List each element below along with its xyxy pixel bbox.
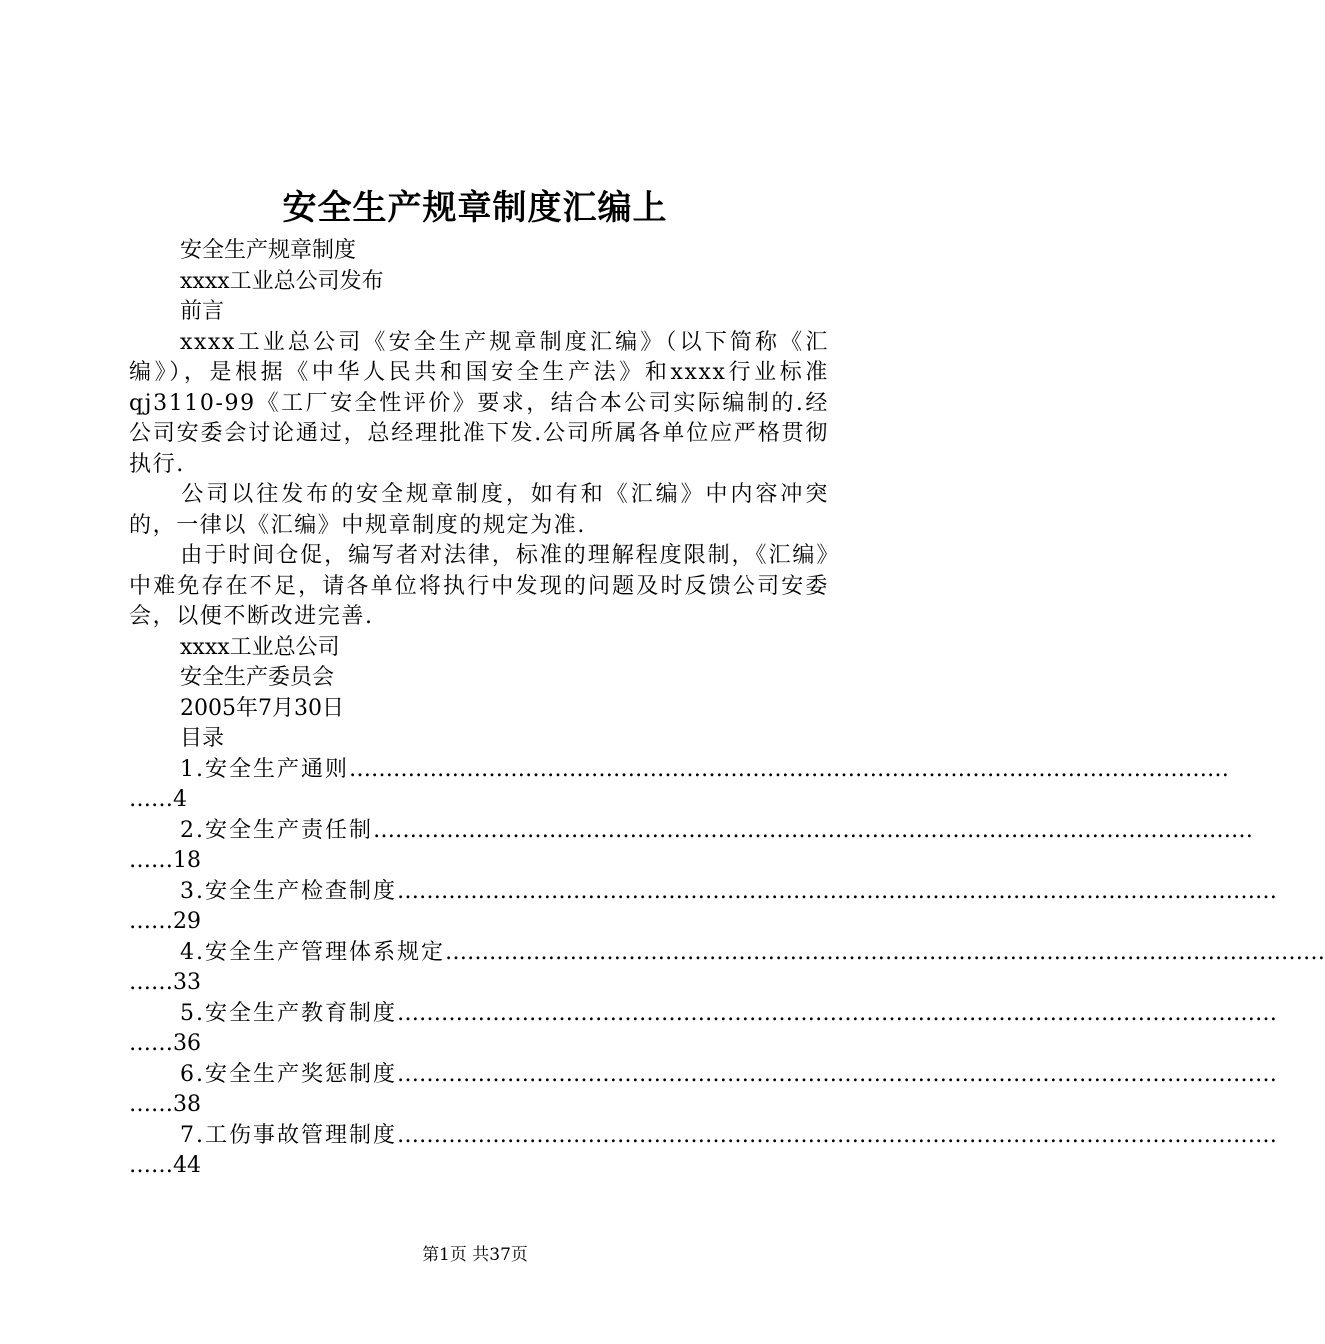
toc-entry-page: ……33 <box>129 970 201 995</box>
toc-entry-page: ……38 <box>129 1092 201 1117</box>
signature-company: xxxx工业总公司 <box>180 634 340 660</box>
document-body <box>129 236 1325 1182</box>
signature-date: 2005年7月30日 <box>180 695 344 721</box>
toc-entry-label: 4.安全生产管理体系规定 <box>180 939 445 965</box>
preface-heading: 前言 <box>180 299 225 324</box>
toc-entry-label: 5.安全生产教育制度 <box>180 1000 397 1026</box>
toc-entry-label: 3.安全生产检查制度 <box>180 878 397 904</box>
toc-entry[interactable]: 6.安全生产奖惩制度………………………………………………………………………………………………………… ……38 <box>129 1060 829 1121</box>
table-of-contents <box>129 755 1325 1182</box>
toc-entry-page: ……4 <box>129 787 187 812</box>
toc-entry-label: 1.安全生产通则 <box>180 756 349 782</box>
toc-entry-page: ……44 <box>129 1153 201 1178</box>
toc-entry[interactable]: 1.安全生产通则………………………………………………………………………………………………………… ……4 <box>129 755 829 816</box>
toc-entry-label: 7.工伤事故管理制度 <box>180 1122 397 1148</box>
preface-paragraph-3: 由于时间仓促，编写者对法律，标准的理解程度限制，《汇编》中难免存在不足，请各单位将执行中发现的问题及时反馈公司安委会，以便不断改进完善. <box>129 543 829 629</box>
toc-entry-page: ……18 <box>129 848 201 873</box>
signature-committee: 安全生产委员会 <box>180 665 335 690</box>
toc-entry-page: ……36 <box>129 1031 201 1056</box>
toc-entry[interactable]: 3.安全生产检查制度………………………………………………………………………………………………………… ……29 <box>129 877 829 938</box>
preface-paragraph-2: 公司以往发布的安全规章制度，如有和《汇编》中内容冲突的，一律以《汇编》中规章制度的规定为准. <box>129 482 829 538</box>
toc-entry-label: 6.安全生产奖惩制度 <box>180 1061 397 1087</box>
toc-heading: 目录 <box>180 726 225 751</box>
subtitle-line: 安全生产规章制度 <box>180 238 357 263</box>
toc-entry[interactable]: 7.工伤事故管理制度………………………………………………………………………………………………………… ……44 <box>129 1121 829 1182</box>
page-footer: 第1页 共37页 <box>422 1245 528 1265</box>
preface-paragraph-1: xxxx工业总公司《安全生产规章制度汇编》（以下简称《汇编》），是根据《中华人民共和国安全生产法》和xxxx行业标准qj3110-99《工厂安全性评价》要求，结合本公司实际编制的.经公司安委会讨论通过，总经理批准下发.公司所属各单位应严格贯彻执行. <box>129 329 829 477</box>
toc-entry[interactable]: 2.安全生产责任制………………………………………………………………………………………………………… ……18 <box>129 816 829 877</box>
toc-entry-page: ……29 <box>129 909 201 934</box>
document-title: 安全生产规章制度汇编上 <box>282 188 668 228</box>
toc-entry-label: 2.安全生产责任制 <box>180 817 373 843</box>
toc-entry[interactable]: 4.安全生产管理体系规定………………………………………………………………………………………………………… ……33 <box>129 938 829 999</box>
publisher-line: xxxx工业总公司发布 <box>180 268 384 294</box>
toc-entry[interactable]: 5.安全生产教育制度………………………………………………………………………………………………………… ……36 <box>129 999 829 1060</box>
